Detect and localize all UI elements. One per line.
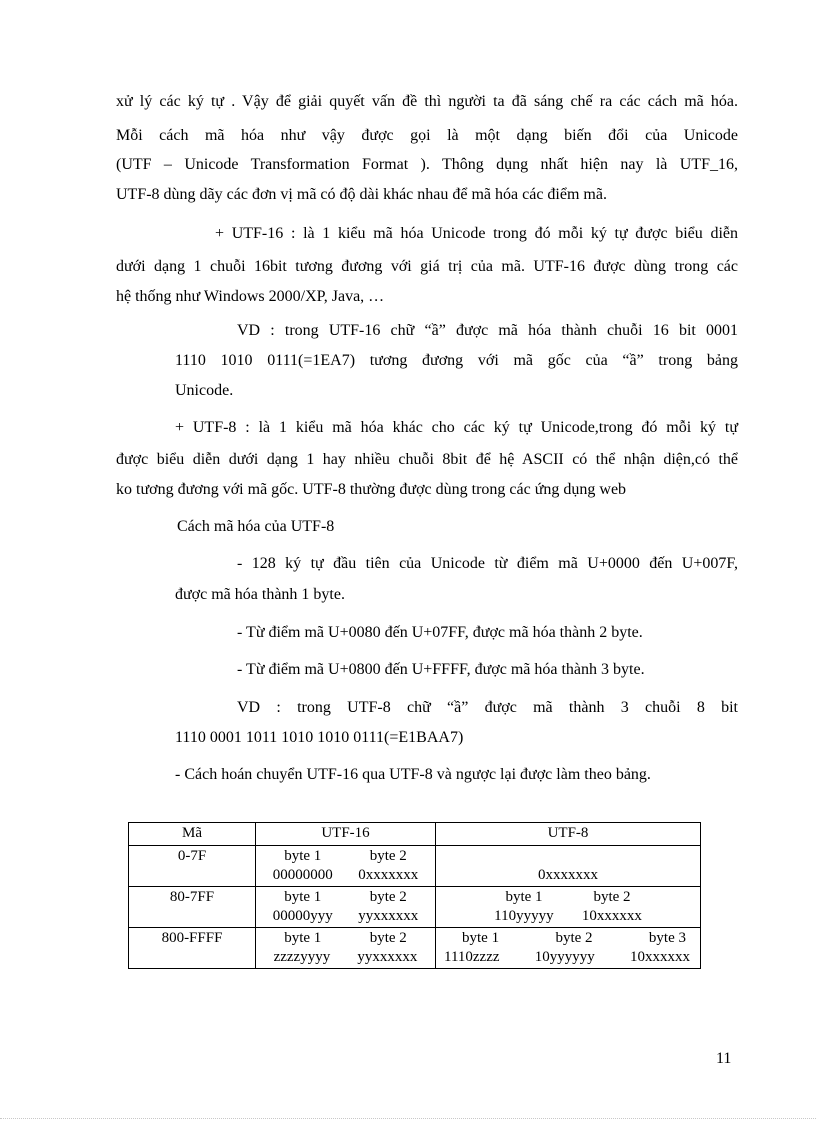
paragraph-line: được biểu diễn dưới dạng 1 hay nhiều chuỗi 8bit để hệ ASCII có thể nhận diện,có thể [116,451,738,468]
byte-label: byte 1 [284,848,322,864]
paragraph-line: UTF-8 dùng dãy các đơn vị mã có độ dài khác nhau để mã hóa các điểm mã. [116,186,607,203]
byte-pattern: 10yyyyyy [534,949,595,965]
table-row [129,928,701,969]
byte-label: byte 3 [648,930,686,946]
byte-label: byte 2 [593,889,631,905]
table-header-cell: Mã [129,823,256,846]
utf16-cell [256,887,436,928]
byte-label: byte 2 [555,930,593,946]
byte-pattern: 00000yyy [272,908,333,924]
page-bottom-rule [0,1118,816,1119]
paragraph-line: + UTF-8 : là 1 kiểu mã hóa khác cho các ký tự Unicode,trong đó mỗi ký tự [175,419,738,436]
paragraph-line: VD : trong UTF-16 chữ “ầ” được mã hóa thành chuỗi 16 bit 0001 [237,322,738,339]
paragraph-line: ko tương đương với mã gốc. UTF-8 thường được dùng trong các ứng dụng web [116,481,627,498]
paragraph-line: được mã hóa thành 1 byte. [175,586,345,603]
table-row [129,846,701,887]
paragraph-line: xử lý các ký tự . Vậy để giải quyết vấn đề thì người ta đã sáng chế ra các cách mã hóa. [116,93,738,110]
byte-label: byte 1 [284,889,322,905]
byte-label: byte 1 [462,930,500,946]
byte-label: byte 2 [369,848,407,864]
paragraph-line: VD : trong UTF-8 chữ “ầ” được mã thành 3 chuỗi 8 bit [237,699,738,716]
code-range-cell: 800-FFFF [129,928,256,969]
code-range-cell: 80-7FF [129,887,256,928]
byte-pattern: yyxxxxxx [357,949,418,965]
byte-pattern: 00000000 [272,867,333,883]
table-header-cell: UTF-16 [256,823,436,846]
paragraph-line: dưới dạng 1 chuỗi 16bit tương đương với giá trị của mã. UTF-16 được dùng trong các [116,258,738,275]
byte-label: byte 1 [284,930,322,946]
byte-pattern: 10xxxxxx [581,908,642,924]
byte-pattern: yyxxxxxx [358,908,419,924]
page-number: 11 [716,1050,732,1067]
table-row [129,887,701,928]
byte-pattern: 0xxxxxxx [358,867,419,883]
byte-pattern: 0xxxxxxx [538,867,598,883]
paragraph-line: - Từ điểm mã U+0800 đến U+FFFF, được mã hóa thành 3 byte. [237,661,645,678]
paragraph-line: Unicode. [175,382,234,399]
byte-label: byte 2 [369,889,407,905]
byte-pattern: zzzzyyyy [273,949,331,965]
paragraph-line: hệ thống như Windows 2000/XP, Java, … [116,288,385,305]
paragraph-line: 1110 0001 1011 1010 1010 0111(=E1BAA7) [175,729,464,746]
byte-label: byte 2 [369,930,407,946]
section-heading: Cách mã hóa của UTF-8 [177,518,335,535]
utf16-cell [256,928,436,969]
paragraph-line: (UTF – Unicode Transformation Format ). Thông dụng nhất hiện nay là UTF_16, [116,156,738,173]
paragraph-line: + UTF-16 : là 1 kiểu mã hóa Unicode trong đó mỗi ký tự được biểu diễn [215,225,738,242]
paragraph-line: 1110 1010 0111(=1EA7) tương đương với mã gốc của “ầ” trong bảng [175,352,738,369]
byte-pattern: 110yyyyy [494,908,554,924]
utf16-cell [256,846,436,887]
byte-pattern: 10xxxxxx [630,949,690,965]
byte-label: byte 1 [505,889,543,905]
code-range-cell: 0-7F [129,846,256,887]
utf8-cell [436,928,701,969]
paragraph-line: - 128 ký tự đầu tiên của Unicode từ điểm mã U+0000 đến U+007F, [237,555,738,572]
paragraph-line: - Cách hoán chuyển UTF-16 qua UTF-8 và ngược lại được làm theo bảng. [175,766,651,783]
utf8-cell [436,887,701,928]
byte-pattern: 1110zzzz [444,949,500,965]
paragraph-line: Mỗi cách mã hóa như vậy được gọi là một dạng biến đổi của Unicode [116,127,738,144]
utf8-cell [436,846,701,887]
paragraph-line: - Từ điểm mã U+0080 đến U+07FF, được mã hóa thành 2 byte. [237,624,643,641]
utf-conversion-table [128,822,701,969]
table-header-cell: UTF-8 [436,823,701,846]
table-header-row [129,823,701,846]
